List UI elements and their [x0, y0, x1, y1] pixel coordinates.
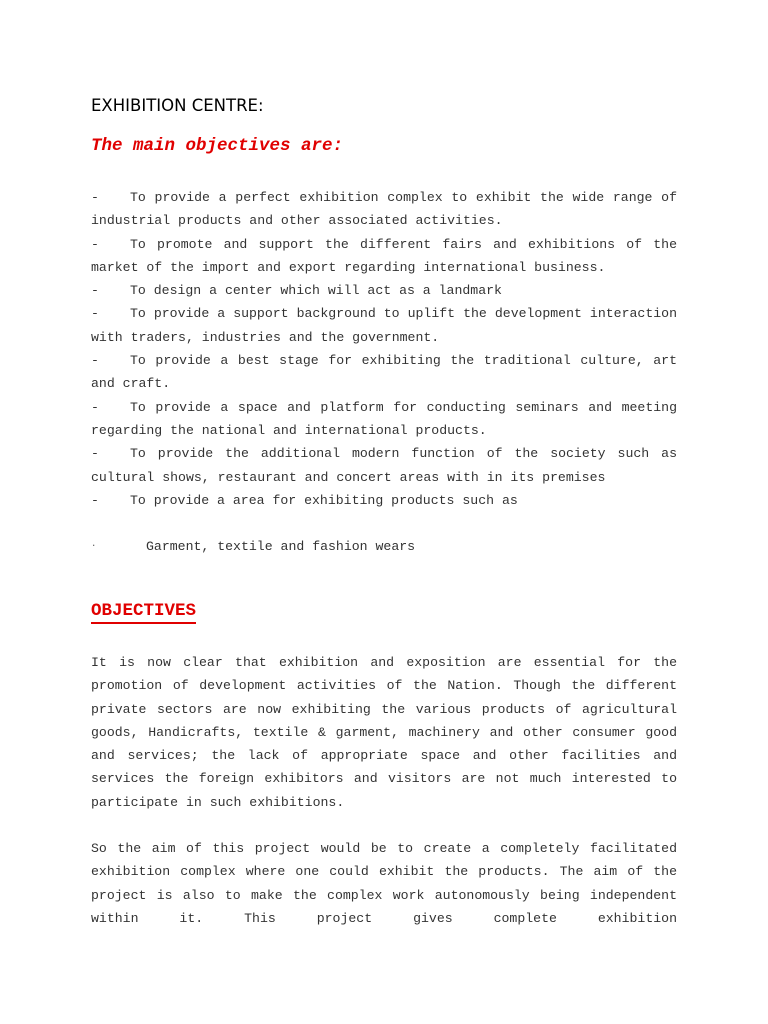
list-item — [91, 186, 677, 233]
dash-marker: - — [91, 353, 99, 369]
bullet-icon: · — [91, 541, 97, 551]
dash-marker: - — [91, 492, 99, 508]
section-title-objectives: OBJECTIVES — [91, 600, 196, 624]
dash-marker: - — [91, 190, 99, 205]
document-title: EXHIBITION CENTRE: — [91, 96, 264, 115]
sub-list-item — [91, 535, 677, 558]
list-item-text: To provide the additional modern function of the society such as cultural shows, restaurant and concert areas with in its premises — [91, 446, 677, 485]
list-item — [91, 233, 677, 280]
dash-marker: - — [91, 236, 99, 252]
list-item — [91, 279, 677, 302]
list-item-text: To provide a best stage for exhibiting the traditional culture, art and craft. — [91, 353, 677, 392]
list-item-text: To provide a area for exhibiting products such as — [130, 492, 518, 508]
dash-marker: - — [91, 399, 99, 415]
paragraph-aim: So the aim of this project would be to create a completely facilitated exhibition complex where one could exhibit the products. The aim of the project is also to make the complex work autonomously being independent within it. This project gives complete exhibition — [91, 841, 677, 926]
list-item — [91, 302, 677, 349]
list-item — [91, 489, 677, 512]
objectives-list — [91, 186, 677, 512]
sub-list-item-text: Garment, textile and fashion wears — [146, 539, 416, 554]
list-item — [91, 396, 677, 443]
list-item — [91, 442, 677, 489]
list-item — [91, 349, 677, 396]
list-item-text: To provide a support background to uplift the development interaction with traders, industries and the government. — [91, 306, 677, 345]
dash-marker: - — [91, 283, 99, 299]
list-item-text: To promote and support the different fairs and exhibitions of the market of the import and export regarding international business. — [91, 236, 677, 275]
objectives-subtitle: The main objectives are: — [91, 136, 344, 156]
dash-marker: - — [91, 446, 99, 462]
list-item-text: To design a center which will act as a landmark — [130, 283, 502, 299]
list-item-text: To provide a space and platform for conducting seminars and meeting regarding the national and international products. — [91, 399, 677, 438]
paragraph-intro: It is now clear that exhibition and exposition are essential for the promotion of development activities of the Nation. Though the different private sectors are now exhibiting the various products of agricultural goods, Handicrafts, textile & garment, machinery and other consumer good and services; the lack of appropriate space and other facilities and services the foreign exhibitors and visitors are not much interested to participate in such exhibitions. — [91, 655, 677, 810]
dash-marker: - — [91, 306, 99, 322]
list-item-text: To provide a perfect exhibition complex to exhibit the wide range of industrial products and other associated activities. — [91, 190, 677, 229]
